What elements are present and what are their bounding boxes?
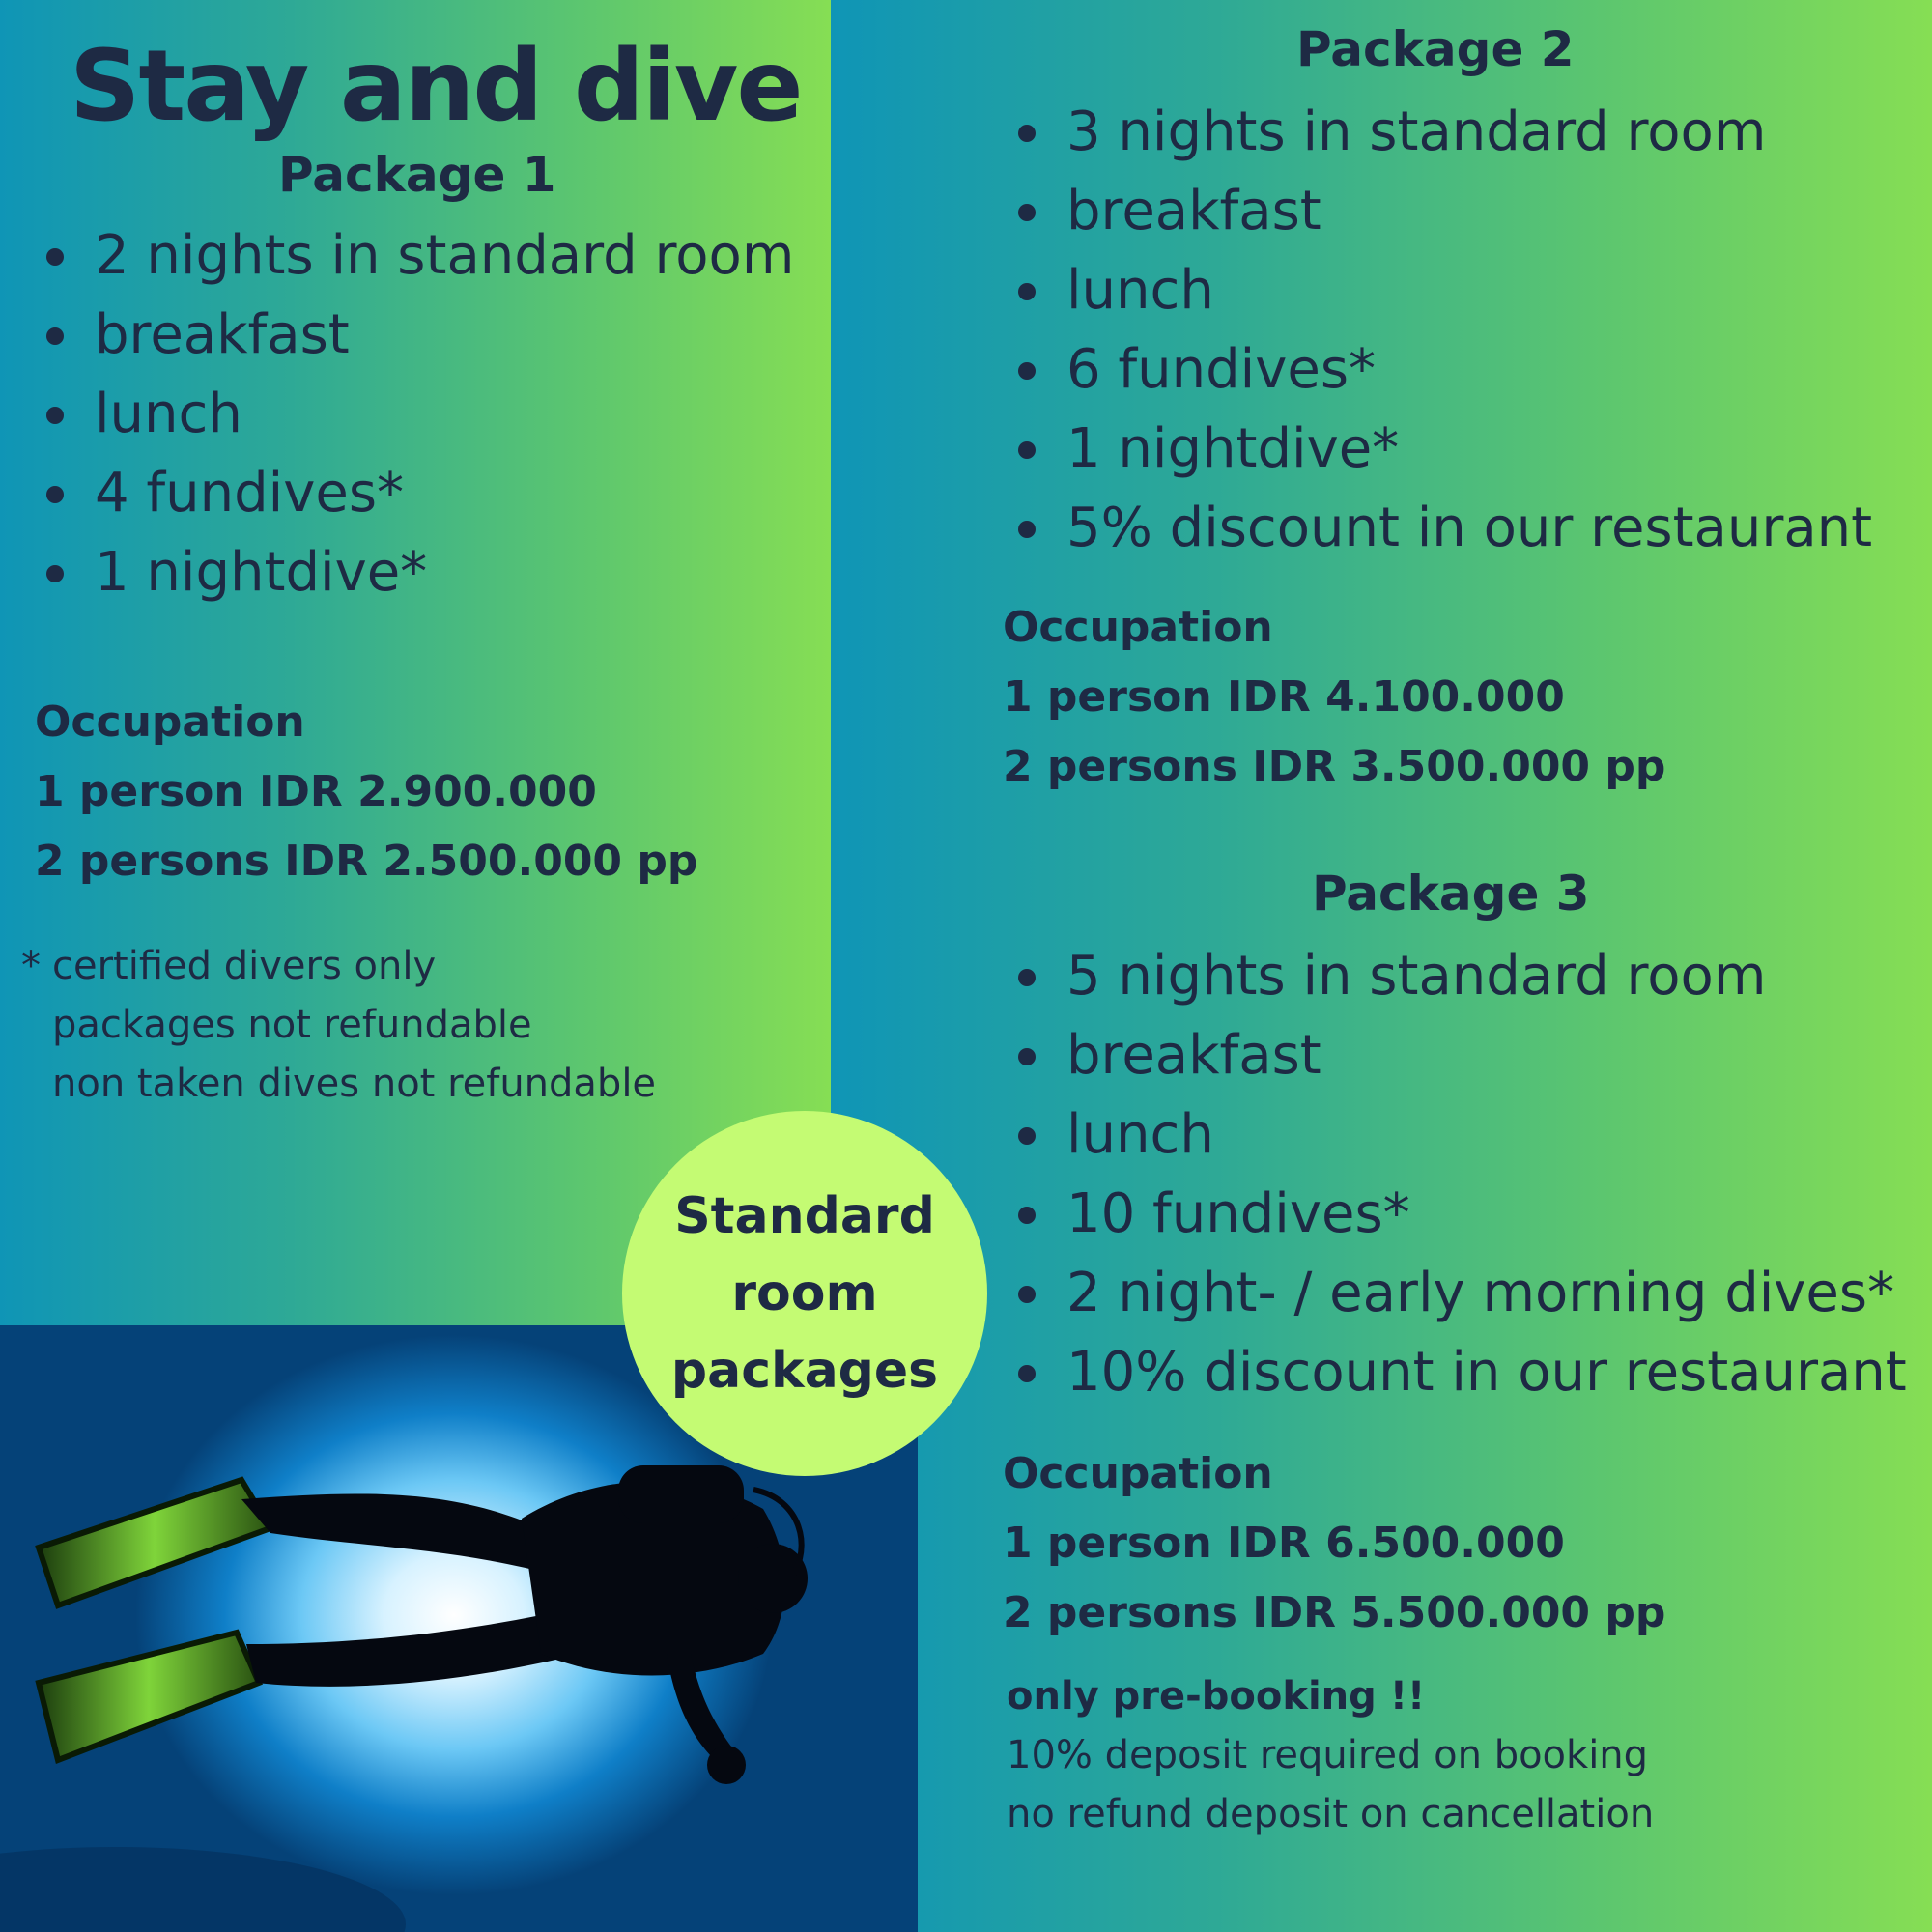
package-1-heading: Package 1 [278,147,556,203]
list-item: 10% discount in our restaurant [1007,1333,1907,1412]
list-item: lunch [35,375,794,454]
list-item: 2 night- / early morning dives* [1007,1254,1907,1333]
list-item: 10 fundives* [1007,1175,1907,1254]
occupation-label: Occupation [35,697,305,747]
right-panel [831,0,1932,1932]
price-single: 1 person IDR 2.900.000 [35,767,597,816]
price-double: 2 persons IDR 2.500.000 pp [35,837,698,886]
occupation-label: Occupation [1003,603,1273,652]
note-line: certified divers only [52,944,437,988]
package-2-occupation [1003,593,1665,802]
note-line: packages not refundable [52,1003,532,1047]
package-1-list [35,216,794,612]
list-item: breakfast [1007,1016,1907,1095]
page-title: Stay and dive [70,29,802,144]
list-item: 1 nightdive* [35,533,794,612]
booking-note: 10% deposit required on booking [1007,1733,1649,1777]
list-item: lunch [1007,1095,1907,1175]
package-3-occupation [1003,1439,1665,1648]
list-item: lunch [1007,251,1872,330]
package-2-list [1007,93,1872,568]
list-item: 2 nights in standard room [35,216,794,296]
package-3-list [1007,937,1907,1412]
package-3-heading: Package 3 [1312,866,1590,922]
badge-line: Standard [674,1187,935,1245]
list-item: 6 fundives* [1007,330,1872,410]
note-line: non taken dives not refundable [52,1062,657,1106]
occupation-label: Occupation [1003,1449,1273,1498]
package-2-heading: Package 2 [1296,21,1575,77]
package-1-occupation [35,688,697,896]
asterisk: * [21,944,41,988]
left-panel [0,0,831,1325]
price-single: 1 person IDR 4.100.000 [1003,672,1565,722]
price-single: 1 person IDR 6.500.000 [1003,1519,1565,1568]
badge-line: packages [670,1342,939,1400]
price-double: 2 persons IDR 3.500.000 pp [1003,742,1666,791]
terms-notes [21,937,656,1114]
list-item: 5% discount in our restaurant [1007,489,1872,568]
list-item: 1 nightdive* [1007,410,1872,489]
price-double: 2 persons IDR 5.500.000 pp [1003,1588,1666,1637]
list-item: breakfast [35,296,794,375]
list-item: breakfast [1007,172,1872,251]
list-item: 4 fundives* [35,454,794,533]
prebooking-heading: only pre-booking !! [1007,1674,1426,1719]
booking-terms [1007,1667,1654,1844]
standard-room-badge [622,1111,987,1476]
booking-note: no refund deposit on cancellation [1007,1792,1655,1836]
list-item: 5 nights in standard room [1007,937,1907,1016]
badge-line: room [731,1264,878,1322]
list-item: 3 nights in standard room [1007,93,1872,172]
